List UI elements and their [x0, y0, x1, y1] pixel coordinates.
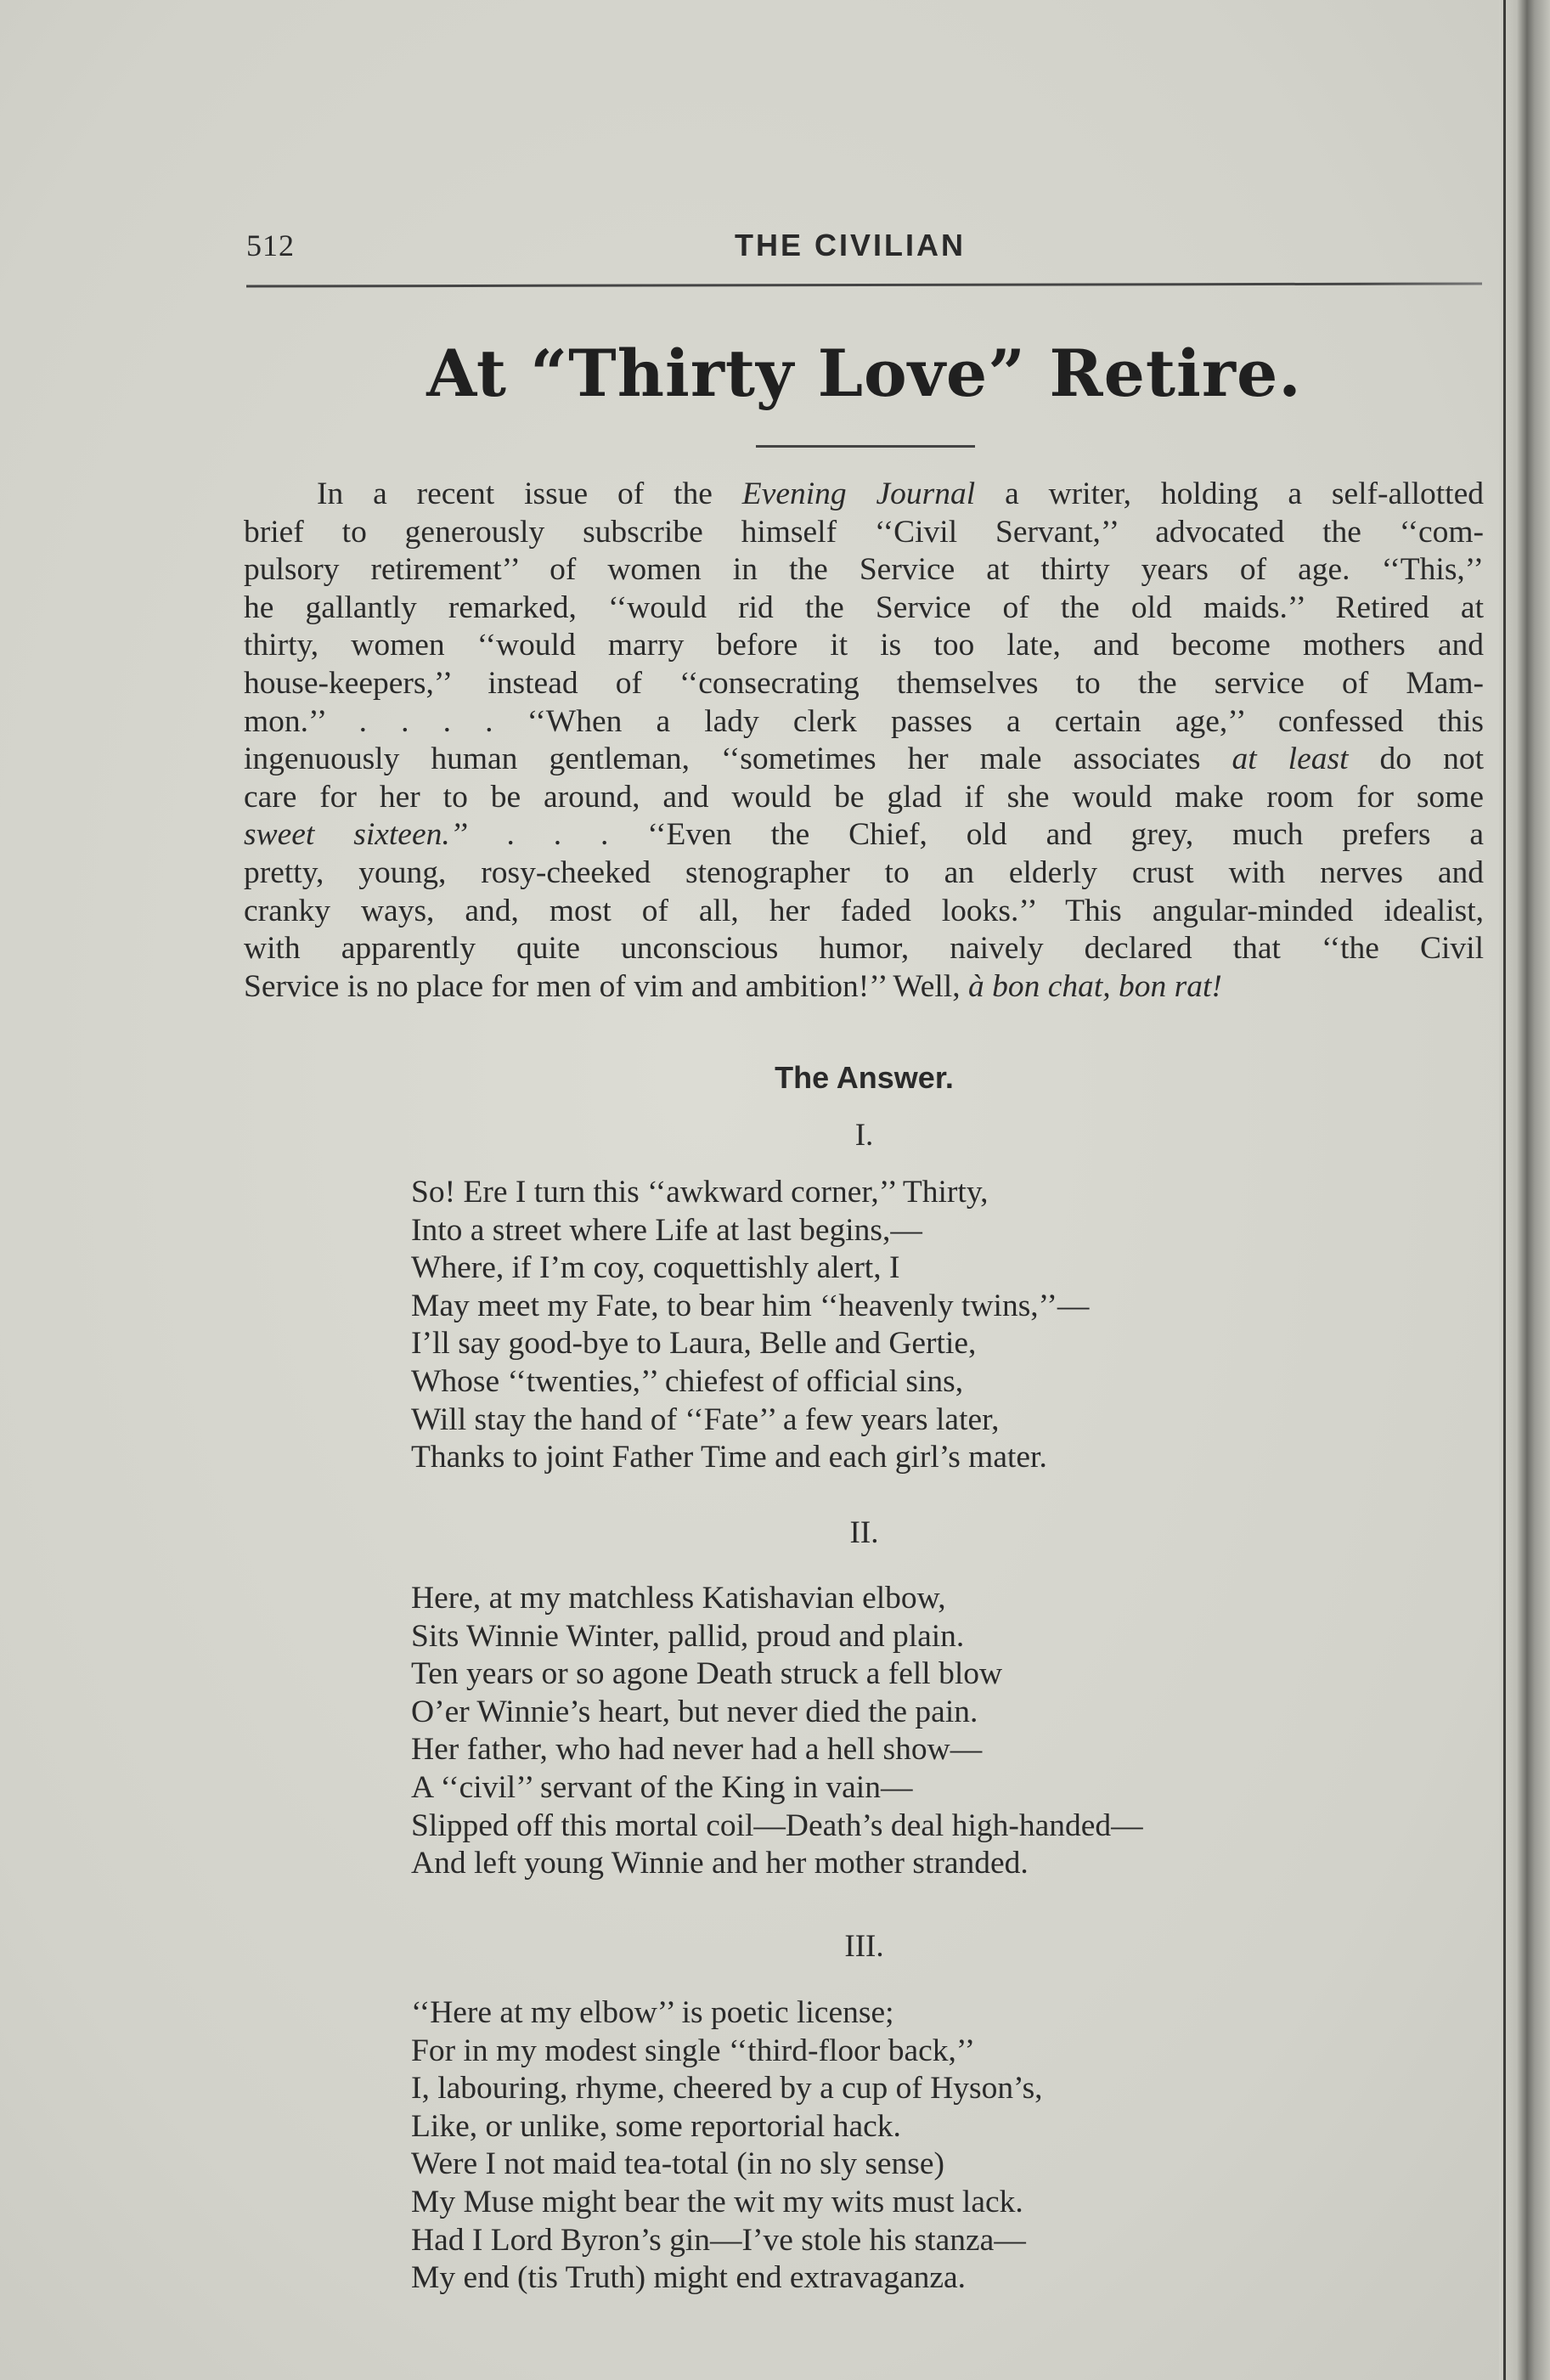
verse-line: Were I not maid tea-total (in no sly sense) [411, 2146, 945, 2182]
stanza-number: I. [854, 1118, 874, 1153]
verse-line: Into a street where Life at last begins,— [411, 1212, 922, 1248]
intro-line [244, 627, 1484, 665]
verse-line: ‘‘Here at my elbow’’ is poetic license; [411, 1995, 894, 2030]
running-title: THE CIVILIAN [735, 228, 967, 262]
intro-line [244, 551, 1484, 589]
verse-line: For in my modest single ‘‘third-floor back,’’ [411, 2033, 976, 2068]
stanza-1 [411, 1174, 1089, 1477]
intro-paragraph [244, 476, 1484, 1006]
verse-line: O’er Winnie’s heart, but never died the pain. [411, 1694, 978, 1729]
gutter-edge [1503, 0, 1506, 2380]
intro-line [244, 514, 1484, 552]
intro-text: care for her to be around, and would be glad if she would make room for some [244, 779, 1484, 815]
page-number: 512 [246, 228, 295, 262]
stanza-number: II. [849, 1515, 879, 1550]
intro-text: à bon chat, bon rat! [967, 968, 1222, 1004]
intro-line [244, 741, 1484, 779]
intro-text: thirty, women ‘‘would marry before it is too late, and become mothers and [244, 628, 1484, 663]
verse-line: And left young Winnie and her mother stranded. [411, 1846, 1029, 1881]
verse-line: Will stay the hand of ‘‘Fate’’ a few years later, [411, 1401, 1000, 1437]
book-gutter [1499, 0, 1550, 2380]
intro-text: with apparently quite unconscious humor, naively declared that ‘‘the Civil [244, 931, 1484, 967]
verse-line: Sits Winnie Winter, pallid, proud and plain. [411, 1618, 965, 1654]
intro-line [244, 665, 1484, 703]
verse-line: Thanks to joint Father Time and each girl’s mater. [411, 1440, 1047, 1475]
intro-text: pulsory retirement’’ of women in the Service at thirty years of age. ‘‘This,’’ [244, 552, 1484, 588]
intro-text: a writer, holding a self-allotted [975, 477, 1484, 511]
intro-line [244, 703, 1484, 742]
verse-line: I’ll say good-bye to Laura, Belle and Gertie, [411, 1326, 977, 1362]
intro-text: house-keepers,’’ instead of ‘‘consecrating themselves to the service of Mam- [244, 665, 1484, 701]
intro-line [244, 968, 1484, 1007]
intro-line [244, 893, 1484, 931]
intro-text: Service is no place for men of vim and ambition!’’ Well, [244, 968, 968, 1004]
verse-line: Where, if I’m coy, coquettishly alert, I [411, 1250, 900, 1286]
intro-text: In a recent issue of the [317, 477, 742, 511]
intro-text: Evening Journal [741, 477, 976, 511]
page-header [246, 228, 1482, 270]
title-divider [756, 445, 975, 448]
intro-line [244, 816, 1484, 854]
article-title: At “Thirty Love” Retire. [426, 336, 1302, 411]
verse-line: Ten years or so agone Death struck a fell blow [411, 1656, 1003, 1692]
intro-text: mon.’’ . . . . ‘‘When a lady clerk passes a certain age,’’ confessed this [244, 703, 1484, 739]
verse-line: Whose ‘‘twenties,’’ chiefest of official sins, [411, 1363, 964, 1399]
verse-line: Like, or unlike, some reportorial hack. [411, 2108, 901, 2144]
verse-line: I, labouring, rhyme, cheered by a cup of Hyson’s, [411, 2071, 1043, 2106]
stanza-2 [411, 1580, 1143, 1883]
verse-line: Slipped off this mortal coil—Death’s deal high-handed— [411, 1808, 1143, 1843]
verse-line: My end (tis Truth) might end extravaganza. [411, 2260, 967, 2296]
intro-line [244, 476, 1484, 514]
stanza-3 [411, 1994, 1043, 2298]
intro-line [244, 589, 1484, 628]
verse-line: My Muse might bear the wit my wits must lack. [411, 2184, 1023, 2219]
verse-line: May meet my Fate, to bear him ‘‘heavenly twins,’’— [411, 1288, 1090, 1323]
intro-text: cranky ways, and, most of all, her faded looks.’’ This angular-minded idealist, [244, 893, 1484, 928]
intro-text: . . . ‘‘Even the Chief, old and grey, much prefers a [467, 817, 1484, 853]
intro-text: ingenuously human gentleman, ‘‘sometimes her male associates [244, 742, 1232, 777]
intro-line [244, 854, 1484, 893]
intro-text: pretty, young, rosy-cheeked stenographer to an elderly crust with nerves and [244, 854, 1484, 890]
intro-text: do not [1348, 742, 1484, 777]
verse-line: Here, at my matchless Katishavian elbow, [411, 1581, 946, 1616]
verse-line: Had I Lord Byron’s gin—I’ve stole his stanza— [411, 2222, 1026, 2258]
intro-text: sweet sixteen.’’ [244, 817, 468, 853]
verse-line: So! Ere I turn this ‘‘awkward corner,’’ Thirty, [411, 1175, 989, 1210]
verse-line: Her father, who had never had a hell show— [411, 1732, 983, 1768]
intro-text: at least [1232, 742, 1349, 777]
stanza-number: III. [844, 1929, 884, 1964]
intro-line [244, 779, 1484, 817]
intro-line [244, 930, 1484, 968]
intro-text: he gallantly remarked, ‘‘would rid the Service of the old maids.’’ Retired at [244, 589, 1484, 625]
answer-heading: The Answer. [775, 1060, 954, 1095]
verse-line: A ‘‘civil’’ servant of the King in vain— [411, 1769, 913, 1805]
intro-text: brief to generously subscribe himself ‘‘Civil Servant,’’ advocated the ‘‘com- [244, 514, 1484, 550]
